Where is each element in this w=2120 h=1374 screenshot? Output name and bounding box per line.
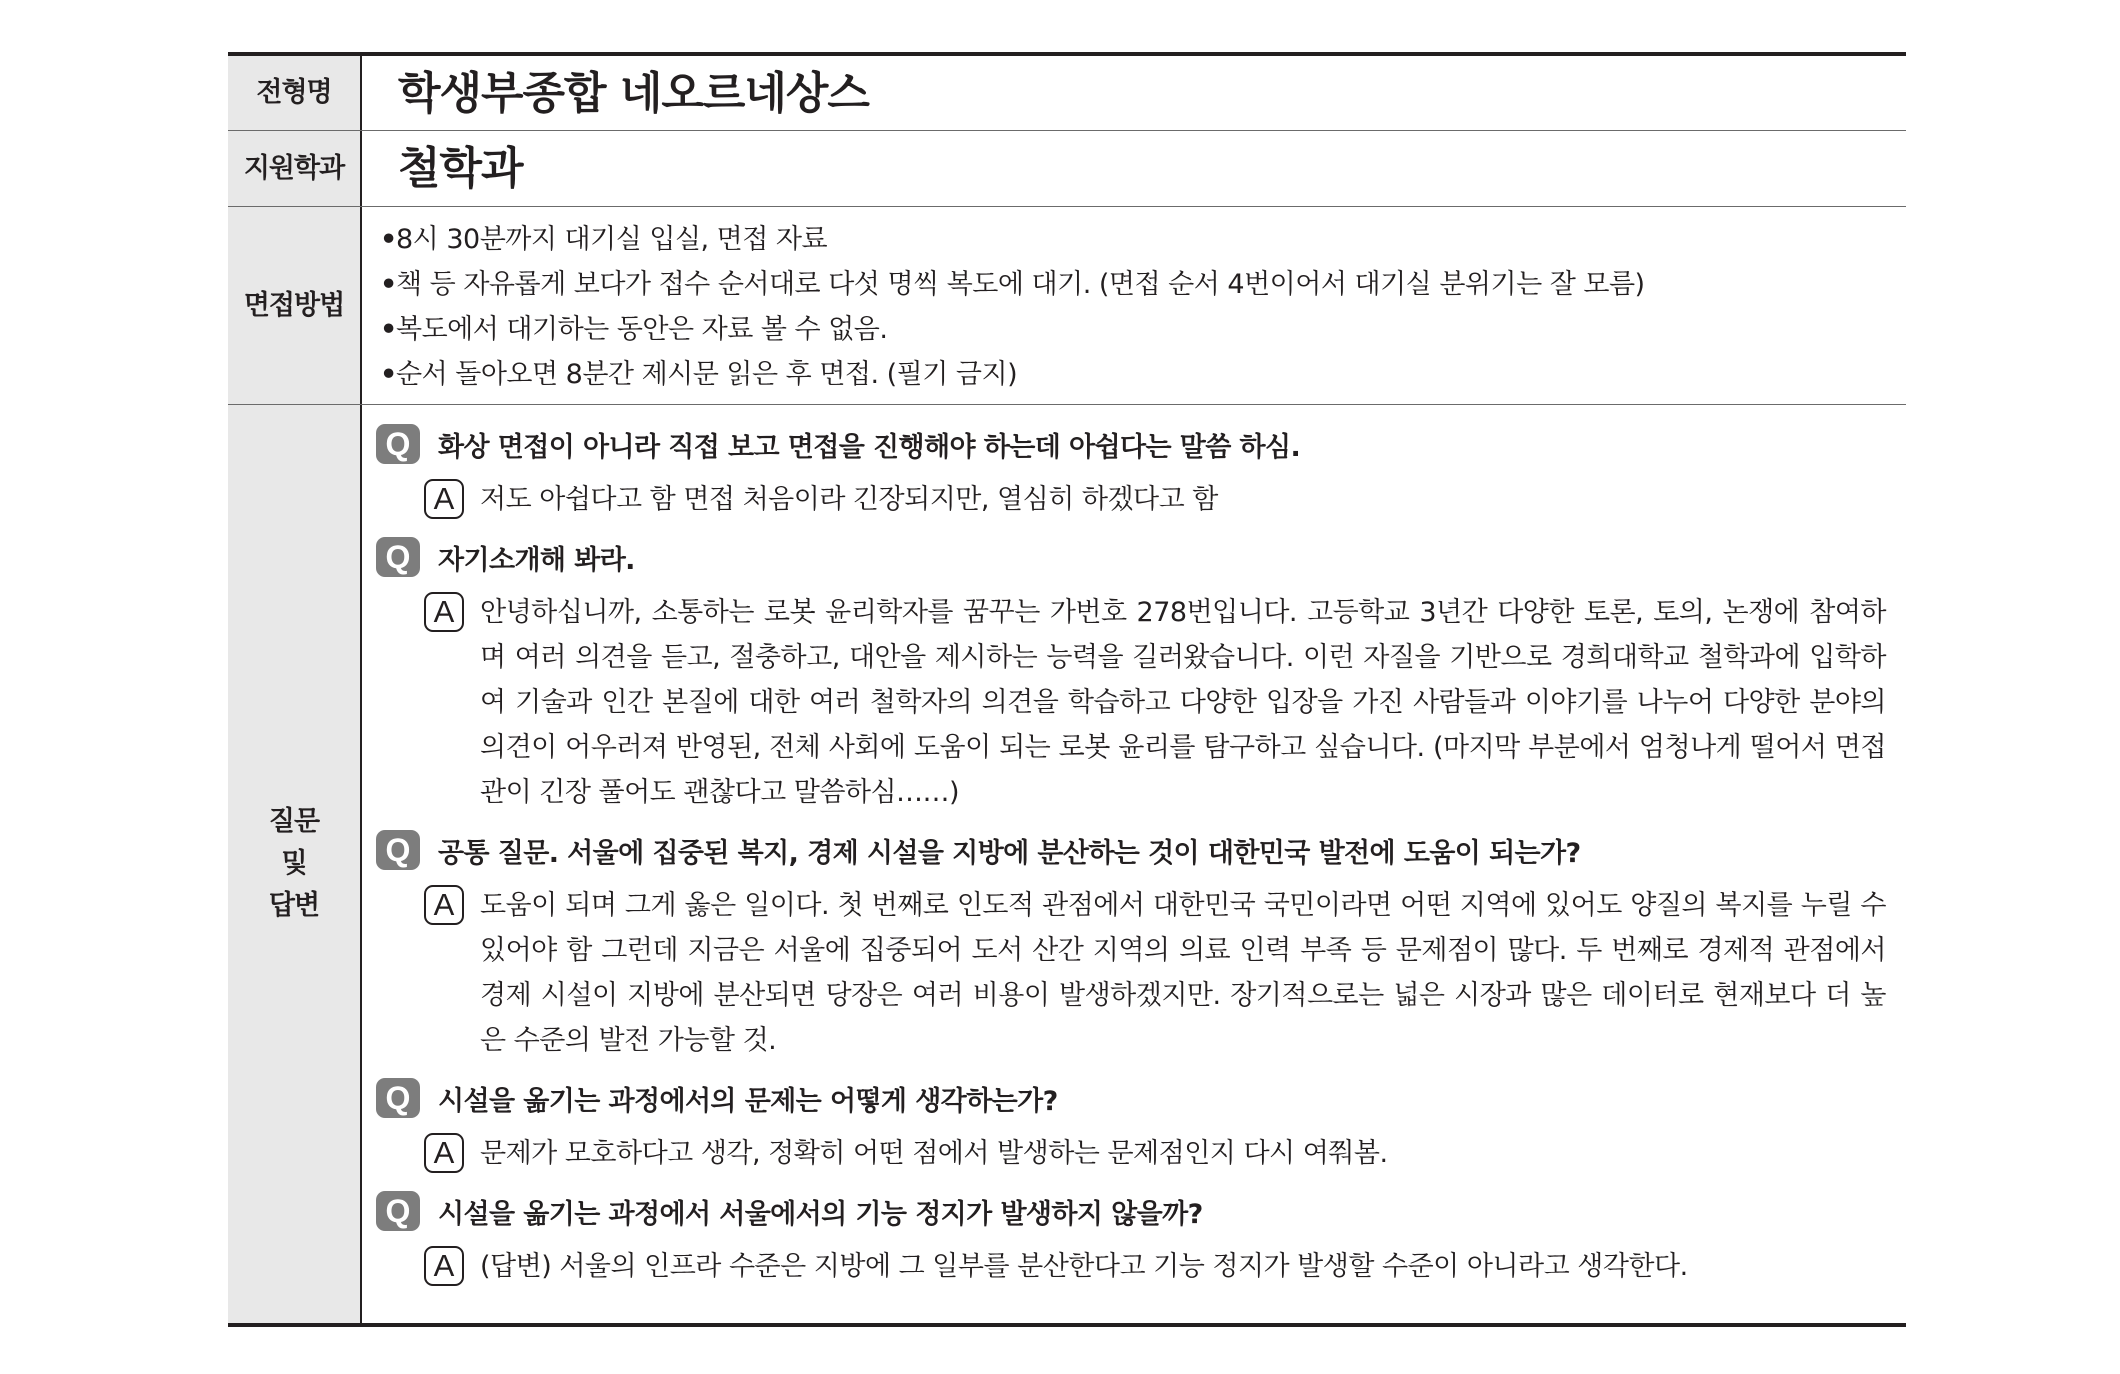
answer-item	[424, 590, 1906, 815]
answer-badge-icon: A	[424, 1133, 464, 1173]
answer-text: 안녕하십니까, 소통하는 로봇 윤리학자를 꿈꾸는 가번호 278번입니다. 고등학교 3년간 다양한 토론, 토의, 논쟁에 참여하며 여러 의견을 듣고, 절충하고, 대안을 제시하는 능력을 길러왔습니다. 이런 자질을 기반으로 경희대학교 철학과에 입학하여 기술과 인간 본질에 대한 여러 철학자의 의견을 학습하고 다양한 입장을 가진 사람들과 이야기를 나누어 다양한 분야의 의견이 어우러져 반영된, 전체 사회에 도움이 되는 로봇 윤리를 탐구하고 싶습니다. (마지막 부분에서 엄청나게 떨어서 면접관이 긴장 풀어도 괜찮다고 말씀하심……)	[480, 597, 1886, 808]
question-text: 시설을 옮기는 과정에서 서울에서의 기능 정지가 발생하지 않을까?	[438, 1198, 1203, 1230]
admission-type-value: 학생부종합 네오르네상스	[398, 68, 869, 119]
answer-item	[424, 883, 1906, 1063]
admission-type-label: 전형명	[228, 56, 362, 130]
answer-badge-icon: A	[424, 885, 464, 925]
method-item: •순서 돌아오면 8분간 제시문 읽은 후 면접. (필기 금지)	[380, 352, 1906, 397]
question-text: 시설을 옮기는 과정에서의 문제는 어떻게 생각하는가?	[438, 1085, 1058, 1117]
bullet-icon: •	[380, 269, 397, 300]
answer-text: 도움이 되며 그게 옳은 일이다. 첫 번째로 인도적 관점에서 대한민국 국민이라면 어떤 지역에 있어도 양질의 복지를 누릴 수 있어야 함 그런데 지금은 서울에 집중되어 도서 산간 지역의 의료 인력 부족 등 문제점이 많다. 두 번째로 경제적 관점에서 경제 시설이 지방에 분산되면 당장은 여러 비용이 발생하겠지만. 장기적으로는 넓은 시장과 많은 데이터로 현재보다 더 높은 수준의 발전 가능할 것.	[480, 890, 1886, 1056]
answer-item	[424, 1244, 1906, 1289]
answer-text: 문제가 모호하다고 생각, 정확히 어떤 점에서 발생하는 문제점인지 다시 여쭤봄.	[480, 1138, 1388, 1169]
answer-text: 저도 아쉽다고 함 면접 처음이라 긴장되지만, 열심히 하겠다고 함	[480, 484, 1218, 515]
interview-method-list	[362, 207, 1906, 397]
qa-label	[228, 405, 362, 1323]
question-badge-icon: Q	[376, 424, 420, 464]
interview-table	[228, 52, 1906, 1327]
question-item	[376, 1188, 1906, 1234]
qa-row	[228, 405, 1906, 1323]
qa-label-line: 답변	[268, 889, 320, 921]
answer-item	[424, 477, 1906, 522]
question-text: 공통 질문. 서울에 집중된 복지, 경제 시설을 지방에 분산하는 것이 대한민국 발전에 도움이 되는가?	[438, 837, 1581, 869]
admission-type-row	[228, 56, 1906, 131]
answer-badge-icon: A	[424, 479, 464, 519]
question-badge-icon: Q	[376, 1191, 420, 1231]
interview-method-row	[228, 207, 1906, 405]
bullet-icon: •	[380, 224, 397, 255]
question-badge-icon: Q	[376, 537, 420, 577]
method-item: •복도에서 대기하는 동안은 자료 볼 수 없음.	[380, 307, 1906, 352]
bullet-icon: •	[380, 314, 397, 345]
question-badge-icon: Q	[376, 830, 420, 870]
department-value: 철학과	[398, 143, 523, 194]
answer-item	[424, 1131, 1906, 1176]
question-badge-icon: Q	[376, 1078, 420, 1118]
question-item	[376, 827, 1906, 873]
qa-label-line: 및	[281, 848, 307, 880]
department-label: 지원학과	[228, 131, 362, 206]
method-item: •책 등 자유롭게 보다가 접수 순서대로 다섯 명씩 복도에 대기. (면접 순서 4번이어서 대기실 분위기는 잘 모름)	[380, 262, 1906, 307]
interview-method-label: 면접방법	[228, 207, 362, 404]
question-text: 자기소개해 봐라.	[438, 544, 635, 576]
question-text: 화상 면접이 아니라 직접 보고 면접을 진행해야 하는데 아쉽다는 말씀 하심.	[438, 431, 1301, 463]
question-item	[376, 1075, 1906, 1121]
table-bottom-rule	[228, 1323, 1906, 1327]
qa-label-line: 질문	[268, 806, 320, 838]
bullet-icon: •	[380, 359, 397, 390]
department-row	[228, 131, 1906, 207]
answer-badge-icon: A	[424, 592, 464, 632]
qa-content	[362, 405, 1906, 1323]
question-item	[376, 534, 1906, 580]
question-item	[376, 421, 1906, 467]
answer-badge-icon: A	[424, 1246, 464, 1286]
method-item: •8시 30분까지 대기실 입실, 면접 자료	[380, 217, 1906, 262]
answer-text: (답변) 서울의 인프라 수준은 지방에 그 일부를 분산한다고 기능 정지가 발생할 수준이 아니라고 생각한다.	[480, 1251, 1688, 1282]
